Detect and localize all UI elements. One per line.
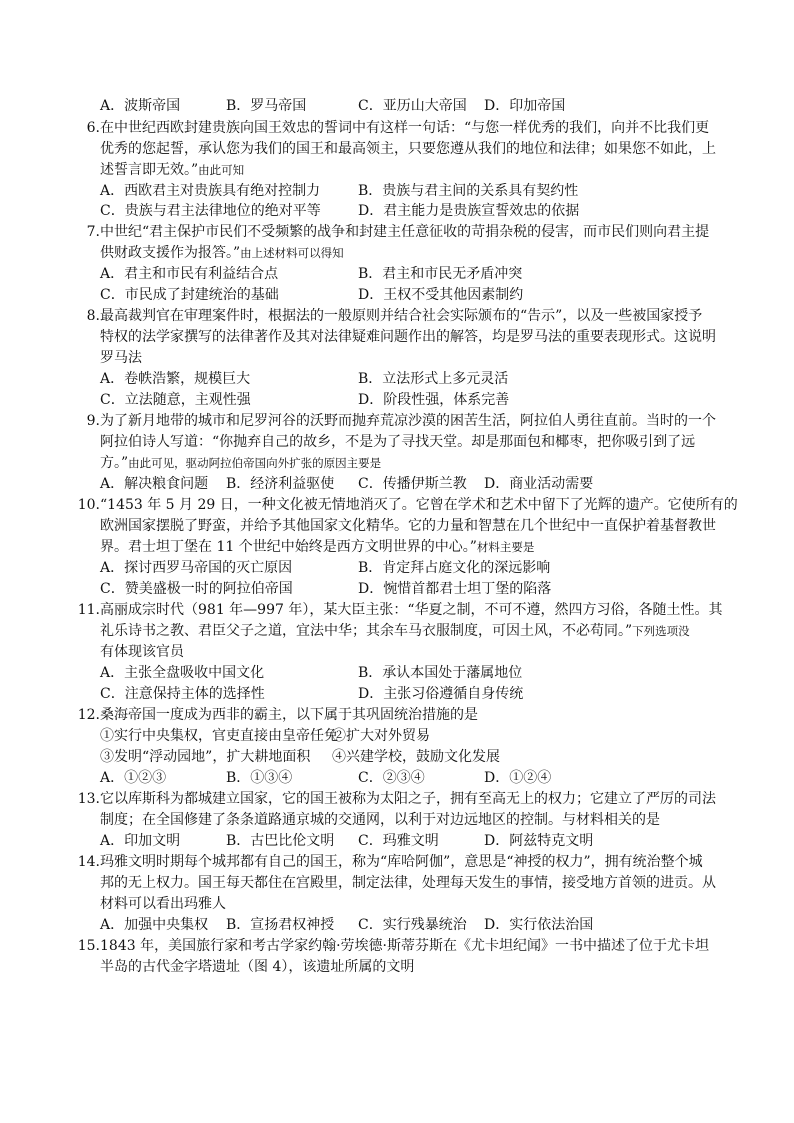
question-7-line-1	[75, 222, 709, 242]
option-b[interactable]: B．承认本国处于藩属地位	[358, 665, 523, 681]
option-d[interactable]: D．主张习俗遵循自身传统	[358, 686, 524, 702]
question-10-line-2: 欧洲国家摆脱了野蛮，并给予其他国家文化精华。它的力量和智慧在几个世纪中一直保护着基督教世	[100, 518, 716, 534]
question-14-options-row	[100, 915, 593, 935]
option-c[interactable]: C．贵族与君主法律地位的绝对平等	[100, 203, 321, 219]
option-b[interactable]: B．古巴比伦文明	[226, 833, 335, 849]
question-12-statements-row-1	[100, 726, 430, 746]
question-10-line-1	[75, 495, 738, 515]
question-text: 为了新月地带的城市和尼罗河谷的沃野而抛弃荒凉沙漠的困苦生活，阿拉伯人勇往直前。当时的一个	[100, 413, 716, 429]
question-prompt: 由此可见，驱动阿拉伯帝国向外扩张的原因主要是	[128, 456, 382, 470]
option-d[interactable]: D．商业活动需要	[484, 476, 594, 492]
statement-3: ③发明“浮动园地”，扩大耕地面积	[100, 749, 311, 765]
statement-1: ①实行中央集权，官吏直接由皇帝任免	[100, 728, 338, 744]
question-8-options-row-2	[100, 390, 509, 410]
question-text: 桑海帝国一度成为西非的霸主，以下属于其巩固统治措施的是	[100, 707, 478, 723]
question-number: 8.	[86, 308, 100, 324]
question-8-line-1	[75, 306, 702, 326]
option-c[interactable]: C．立法随意，主观性强	[100, 392, 251, 408]
option-a[interactable]: A．①②③	[100, 770, 167, 786]
question-text: 它以库斯科为都城建立国家，它的国王被称为太阳之子，拥有至高无上的权力；它建立了严厉的司法	[100, 791, 716, 807]
question-10-options-row-1	[100, 558, 550, 578]
option-b[interactable]: B．①③④	[226, 770, 293, 786]
question-11-options-row-1	[100, 663, 522, 683]
question-12-options-row	[100, 768, 551, 788]
question-number: 15.	[77, 938, 100, 954]
question-prompt: 下列选项没	[632, 624, 690, 638]
question-prompt: 由此可知	[198, 163, 245, 177]
statement-4: ④兴建学校，鼓励文化发展	[332, 749, 500, 765]
question-text: 礼乐诗书之教、君臣父子之道，宜法中华；其余车马衣服制度，可因土风，不必苟同。”	[100, 623, 633, 639]
option-a[interactable]: A．加强中央集权	[100, 917, 209, 933]
question-text: 供财政支援作为报答。”	[100, 245, 241, 261]
question-text: “1453 年 5 月 29 日，一种文化被无情地消灭了。它曾在学术和艺术中留下了光辉的遗产。它使所有的	[100, 497, 738, 513]
question-number: 7.	[86, 224, 100, 240]
question-14-line-2: 邦的无上权力。国王每天都住在宫殿里，制定法律，处理每天发生的事情，接受地方首领的进贡。从	[100, 875, 716, 891]
question-7-options-row-1	[100, 264, 522, 284]
option-a[interactable]: A．印加文明	[100, 833, 181, 849]
question-9-line-1	[75, 411, 716, 431]
question-8-line-3: 罗马法	[100, 350, 142, 366]
option-d[interactable]: D．王权不受其他因素制约	[358, 287, 524, 303]
question-text: 玛雅文明时期每个城邦都有自己的国王，称为“库哈阿伽”，意思是“神授的权力”，拥有统治整个城	[100, 854, 703, 870]
question-12-statements-row-2	[100, 747, 500, 767]
option-b[interactable]: B．立法形式上多元灵活	[358, 371, 509, 387]
question-number: 10.	[77, 497, 100, 513]
question-9-line-3	[100, 453, 381, 473]
question-text: 方。”	[100, 455, 129, 471]
question-11-line-1	[75, 600, 723, 620]
question-text: 1843 年，美国旅行家和考古学家约翰·劳埃德·斯蒂芬斯在《尤卡坦纪闻》一书中描述了位于尤卡坦	[100, 938, 709, 954]
option-d[interactable]: D．君主能力是贵族宣誓效忠的依据	[358, 203, 580, 219]
question-13-options-row	[100, 831, 593, 851]
question-14-line-3: 材料可以看出玛雅人	[100, 896, 226, 912]
question-6-options-row-1	[100, 181, 578, 201]
option-d[interactable]: D．阿兹特克文明	[484, 833, 594, 849]
option-c[interactable]: C．②③④	[358, 770, 425, 786]
option-d[interactable]: D．实行依法治国	[484, 917, 594, 933]
question-7-line-2	[100, 243, 344, 263]
question-12-line-1	[75, 705, 478, 725]
question-number: 11.	[77, 602, 100, 618]
question-10-line-3	[100, 537, 534, 557]
question-6-line-2: 优秀的您起誓，承认您为我们的国王和最高领主，只要您遵从我们的地位和法律；如果您不如此，上	[100, 141, 716, 157]
option-c[interactable]: C．亚历山大帝国	[358, 98, 467, 114]
prev-options-row	[100, 96, 565, 116]
question-9-options-row	[100, 474, 593, 494]
question-text: 最高裁判官在审理案件时，根据法的一般原则并结合社会实际颁布的“告示”，以及一些被国家授予	[100, 308, 703, 324]
option-b[interactable]: B．贵族与君主间的关系具有契约性	[358, 183, 579, 199]
question-6-line-1	[75, 118, 709, 138]
option-c[interactable]: C．赞美盛极一时的阿拉伯帝国	[100, 581, 293, 597]
question-number: 12.	[77, 707, 100, 723]
option-c[interactable]: C．传播伊斯兰教	[358, 476, 467, 492]
option-b[interactable]: B．肯定拜占庭文化的深远影响	[358, 560, 551, 576]
question-prompt: 由上述材料可以得知	[240, 246, 344, 260]
question-14-line-1	[75, 852, 703, 872]
question-13-line-1	[75, 789, 716, 809]
option-d[interactable]: D．惋惜首都君士坦丁堡的陷落	[358, 581, 552, 597]
option-a[interactable]: A．波斯帝国	[100, 98, 181, 114]
question-text: 界。君士坦丁堡在 11 个世纪中始终是西方文明世界的中心。”	[100, 539, 477, 555]
option-a[interactable]: A．西欧君主对贵族具有绝对控制力	[100, 183, 321, 199]
option-c[interactable]: C．注意保持主体的选择性	[100, 686, 265, 702]
question-number: 13.	[77, 791, 100, 807]
option-c[interactable]: C．玛雅文明	[358, 833, 439, 849]
question-6-options-row-2	[100, 201, 579, 221]
question-prompt: 材料主要是	[476, 540, 535, 554]
question-text: 在中世纪西欧封建贵族向国王效忠的誓词中有这样一句话：“与您一样优秀的我们，向并不比我们更	[100, 120, 710, 136]
option-a[interactable]: A．探讨西罗马帝国的灭亡原因	[100, 560, 293, 576]
question-10-options-row-2	[100, 579, 551, 599]
question-9-line-2: 阿拉伯诗人写道：“你抛弃自己的故乡，不是为了寻找天堂。却是那面包和椰枣，把你吸引到了远	[100, 434, 696, 450]
question-6-line-3	[100, 160, 244, 180]
option-d[interactable]: D．印加帝国	[484, 98, 566, 114]
option-b[interactable]: B．经济利益驱使	[226, 476, 335, 492]
option-b[interactable]: B．宣扬君权神授	[226, 917, 335, 933]
option-a[interactable]: A．君主和市民有利益结合点	[100, 266, 279, 282]
statement-2: ②扩大对外贸易	[332, 728, 430, 744]
question-8-line-2: 特权的法学家撰写的法律著作及其对法律疑难问题作出的解答，均是罗马法的重要表现形式。这说明	[100, 329, 716, 345]
question-number: 14.	[77, 854, 100, 870]
question-text: 中世纪“君主保护市民们不受频繁的战争和封建主任意征收的苛捐杂税的侵害，而市民们则向君主提	[100, 224, 710, 240]
option-b[interactable]: B．君主和市民无矛盾冲突	[358, 266, 523, 282]
question-11-line-3: 有体现该官员	[100, 644, 184, 660]
question-11-options-row-2	[100, 684, 523, 704]
option-b[interactable]: B．罗马帝国	[226, 98, 307, 114]
question-15-line-2: 半岛的古代金字塔遗址（图 4），该遗址所属的文明	[100, 959, 415, 975]
question-number: 9.	[86, 413, 100, 429]
question-8-options-row-1	[100, 369, 508, 389]
option-c[interactable]: C．市民成了封建统治的基础	[100, 287, 279, 303]
option-a[interactable]: A．卷帙浩繁，规模巨大	[100, 371, 251, 387]
question-7-options-row-2	[100, 285, 523, 305]
question-13-line-2: 制度；在全国修建了条条道路通京城的交通网，以利于对边远地区的控制。与材料相关的是	[100, 812, 660, 828]
question-text: 述誓言即无效。”	[100, 162, 199, 178]
question-text: 高丽成宗时代（981 年—997 年），某大臣主张：“华夏之制，不可不遵，然四方习俗，各随土性。其	[100, 602, 723, 618]
question-11-line-2	[100, 621, 690, 641]
question-number: 6.	[86, 120, 100, 136]
option-a[interactable]: A．解决粮食问题	[100, 476, 209, 492]
option-c[interactable]: C．实行残暴统治	[358, 917, 467, 933]
question-15-line-1	[75, 936, 709, 956]
option-d[interactable]: D．①②④	[484, 770, 552, 786]
option-a[interactable]: A．主张全盘吸收中国文化	[100, 665, 265, 681]
option-d[interactable]: D．阶段性强，体系完善	[358, 392, 510, 408]
